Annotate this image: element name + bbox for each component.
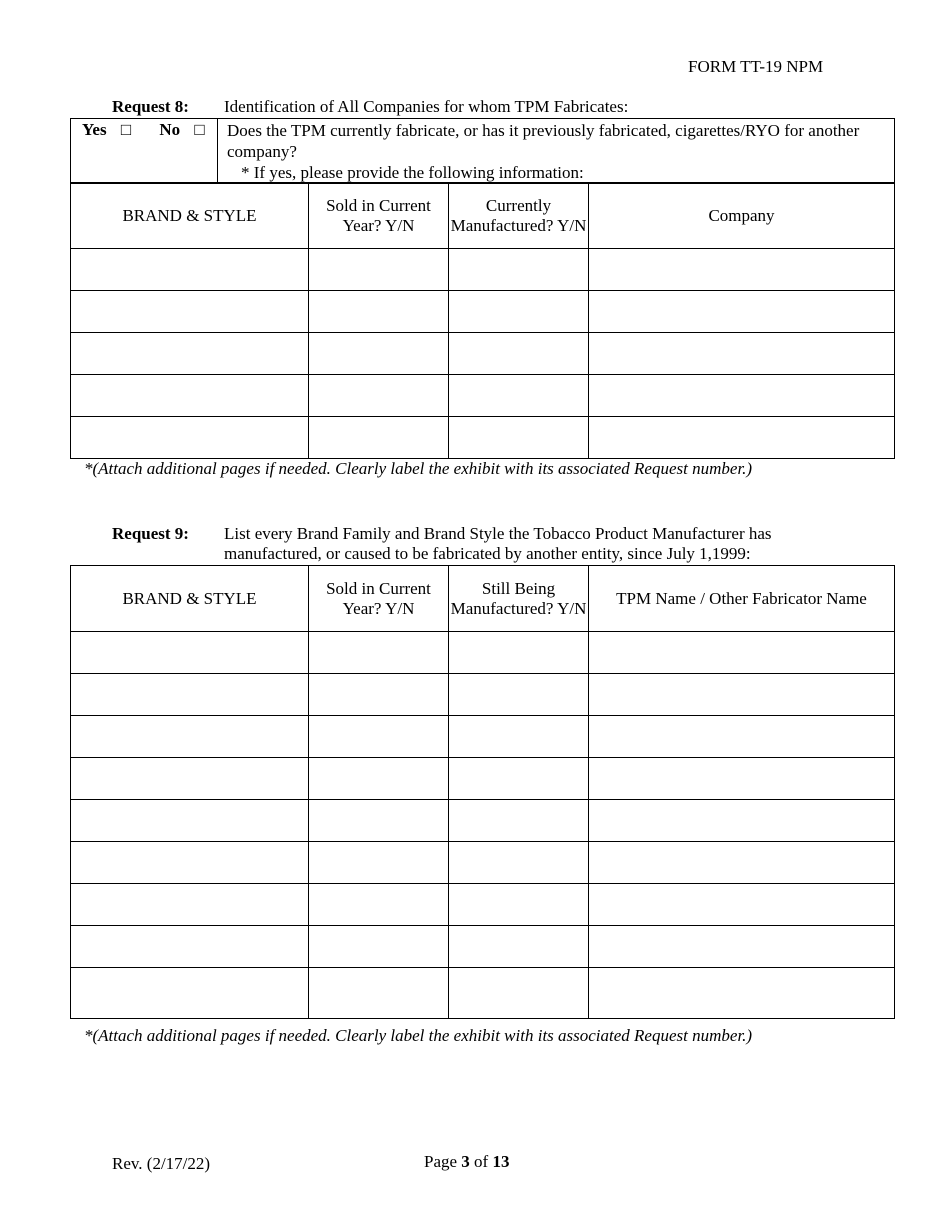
request8-question-line1: Does the TPM currently fabricate, or has it previously fabricated, cigarettes/RYO for another company? — [227, 121, 860, 161]
yes-checkbox[interactable]: □ — [120, 120, 132, 139]
table-cell[interactable] — [589, 926, 895, 968]
table-cell[interactable] — [449, 249, 589, 291]
page-of: of — [474, 1152, 489, 1171]
table-cell[interactable] — [71, 333, 309, 375]
table-cell[interactable] — [589, 968, 895, 1019]
page-number — [424, 1152, 509, 1172]
table-row — [71, 417, 895, 459]
table-cell[interactable] — [589, 758, 895, 800]
table-cell[interactable] — [449, 674, 589, 716]
form-id: FORM TT-19 NPM — [688, 57, 824, 76]
table-cell[interactable] — [449, 926, 589, 968]
table-cell[interactable] — [449, 800, 589, 842]
col-header: Still Being Manufactured? Y/N — [449, 566, 589, 632]
request8-note: *(Attach additional pages if needed. Clearly label the exhibit with its associated Request number.) — [84, 459, 753, 478]
table-row — [71, 249, 895, 291]
table-cell[interactable] — [71, 884, 309, 926]
no-checkbox[interactable]: □ — [194, 120, 205, 139]
request8-question-table — [70, 118, 895, 184]
request9-note: *(Attach additional pages if needed. Clearly label the exhibit with its associated Request number.) — [84, 1026, 753, 1045]
table-cell[interactable] — [449, 758, 589, 800]
table-cell[interactable] — [449, 632, 589, 674]
table-cell[interactable] — [309, 417, 449, 459]
table-cell[interactable] — [71, 674, 309, 716]
col-header: Company — [589, 183, 895, 249]
table-cell[interactable] — [449, 968, 589, 1019]
table-cell[interactable] — [71, 842, 309, 884]
table-cell[interactable] — [449, 333, 589, 375]
table-cell[interactable] — [71, 926, 309, 968]
table-cell[interactable] — [449, 842, 589, 884]
table-cell[interactable] — [309, 674, 449, 716]
yes-no-cell — [71, 119, 218, 184]
request9-table — [70, 565, 895, 1019]
table-cell[interactable] — [71, 417, 309, 459]
table-cell[interactable] — [589, 375, 895, 417]
no-label: No — [159, 120, 181, 139]
table-row — [71, 968, 895, 1019]
request8-table — [70, 182, 895, 459]
table-cell[interactable] — [309, 333, 449, 375]
table-row — [71, 758, 895, 800]
table-cell[interactable] — [309, 375, 449, 417]
table-cell[interactable] — [309, 968, 449, 1019]
table-cell[interactable] — [589, 884, 895, 926]
table-cell[interactable] — [309, 716, 449, 758]
table-row — [71, 842, 895, 884]
request8-question — [218, 119, 895, 184]
col-header: Sold in Current Year? Y/N — [309, 183, 449, 249]
table-cell[interactable] — [449, 375, 589, 417]
col-header: BRAND & STYLE — [71, 566, 309, 632]
table-row — [71, 716, 895, 758]
table-cell[interactable] — [309, 758, 449, 800]
table-row — [71, 800, 895, 842]
col-header: BRAND & STYLE — [71, 183, 309, 249]
table-row — [71, 884, 895, 926]
table-cell[interactable] — [71, 968, 309, 1019]
col-header: TPM Name / Other Fabricator Name — [589, 566, 895, 632]
table-cell[interactable] — [589, 842, 895, 884]
table-cell[interactable] — [71, 375, 309, 417]
page-word: Page — [424, 1152, 458, 1171]
col-header: Sold in Current Year? Y/N — [309, 566, 449, 632]
table-cell[interactable] — [589, 800, 895, 842]
table-cell[interactable] — [449, 291, 589, 333]
table-cell[interactable] — [309, 632, 449, 674]
table-cell[interactable] — [71, 758, 309, 800]
table-cell[interactable] — [309, 249, 449, 291]
page-total: 13 — [492, 1152, 510, 1171]
yes-label: Yes — [82, 120, 107, 139]
table-cell[interactable] — [449, 716, 589, 758]
request8-title: Identification of All Companies for whom TPM Fabricates: — [224, 97, 629, 116]
table-row — [71, 632, 895, 674]
table-row — [71, 375, 895, 417]
table-row — [71, 926, 895, 968]
table-row — [71, 674, 895, 716]
table-cell[interactable] — [71, 249, 309, 291]
request9-label: Request 9: — [112, 524, 189, 543]
table-cell[interactable] — [589, 249, 895, 291]
table-cell[interactable] — [449, 884, 589, 926]
table-cell[interactable] — [589, 333, 895, 375]
table-cell[interactable] — [449, 417, 589, 459]
table-cell[interactable] — [309, 800, 449, 842]
revision-date: Rev. (2/17/22) — [112, 1154, 211, 1173]
table-row — [71, 291, 895, 333]
page-current: 3 — [461, 1152, 470, 1171]
table-cell[interactable] — [71, 632, 309, 674]
request8-question-line2: * If yes, please provide the following information: — [241, 163, 584, 182]
request9-title: List every Brand Family and Brand Style the Tobacco Product Manufacturer has manufactured, or caused to be fabricated by another entity, since July 1,1999: — [224, 524, 772, 563]
table-cell[interactable] — [71, 800, 309, 842]
table-cell[interactable] — [589, 291, 895, 333]
table-cell[interactable] — [589, 674, 895, 716]
table-cell[interactable] — [71, 716, 309, 758]
table-cell[interactable] — [309, 291, 449, 333]
table-cell[interactable] — [309, 842, 449, 884]
table-cell[interactable] — [589, 716, 895, 758]
table-cell[interactable] — [309, 884, 449, 926]
request8-label: Request 8: — [112, 97, 189, 116]
table-cell[interactable] — [589, 632, 895, 674]
col-header: Currently Manufactured? Y/N — [449, 183, 589, 249]
table-row — [71, 333, 895, 375]
table-cell[interactable] — [309, 926, 449, 968]
table-cell[interactable] — [589, 417, 895, 459]
table-cell[interactable] — [71, 291, 309, 333]
